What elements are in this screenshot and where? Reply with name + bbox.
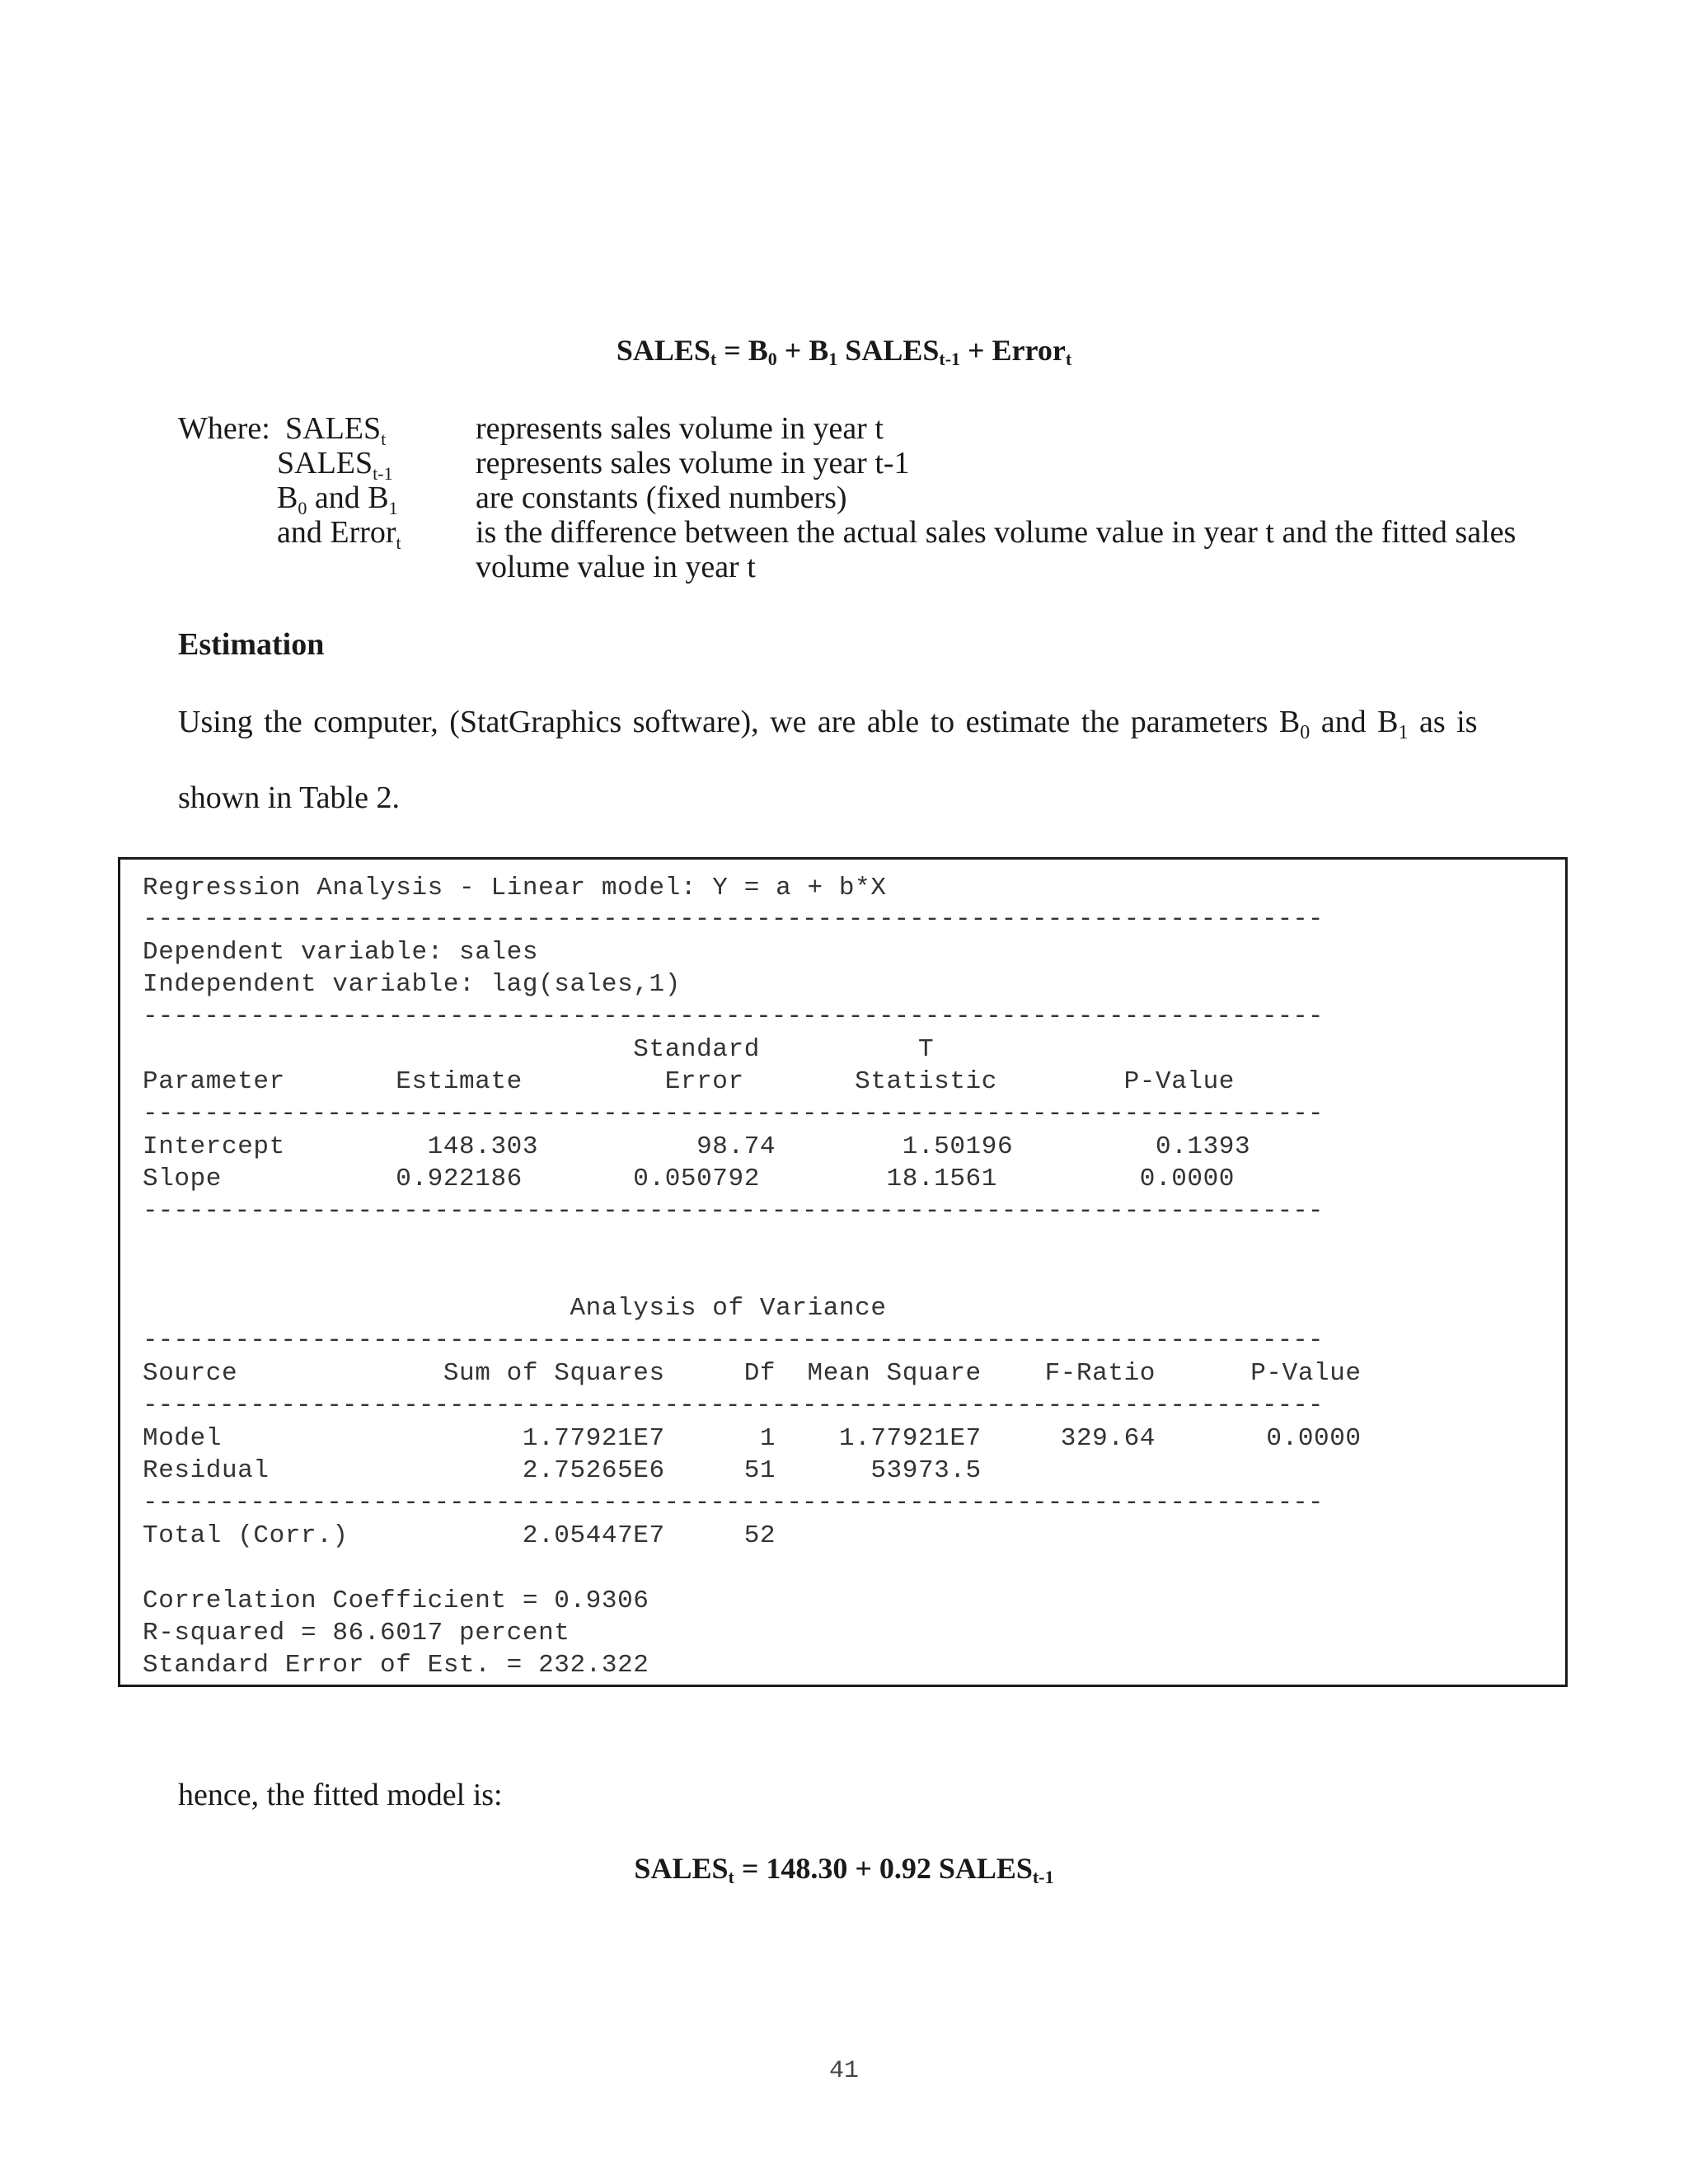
output-divider: -----------------------------------------------------------------------------	[143, 1002, 1324, 1031]
anova-title: Analysis of Variance	[143, 1294, 887, 1323]
def-term-sales-t-1: $SALES_{t-1}$	[277, 446, 393, 484]
coef-row-intercept: Intercept 148.303 98.74 1.50196 0.1393	[143, 1132, 1251, 1161]
estimation-paragraph-line2: shown in Table 2.	[178, 780, 400, 815]
output-divider: -----------------------------------------------------------------------------	[143, 1197, 1324, 1226]
coef-header-line2: Parameter Estimate Error Statistic P-Value	[143, 1067, 1236, 1096]
standard-error: Standard Error of Est. = 232.322	[143, 1651, 649, 1680]
def-desc-sales-t-1: represents sales volume in year t-1	[476, 446, 910, 480]
coef-header-line1: Standard T	[143, 1035, 935, 1064]
output-title: Regression Analysis - Linear model: Y = a + b*X	[143, 874, 887, 902]
def-term-b0-b1: $B_0$ and $B_1$	[277, 480, 398, 518]
output-divider: -----------------------------------------------------------------------------	[143, 1391, 1324, 1420]
where-label: Where:	[178, 411, 270, 446]
page-number: 41	[828, 2057, 859, 2085]
def-desc-sales-t: represents sales volume in year t	[476, 411, 884, 446]
fitted-model-equation: $SALES_t = 148.30 + 0.92$ $SALES_{t-1}$	[634, 1852, 1054, 1887]
coef-row-slope: Slope 0.922186 0.050792 18.1561 0.0000	[143, 1165, 1236, 1193]
output-divider: -----------------------------------------------------------------------------	[143, 1326, 1324, 1355]
estimation-paragraph-line1: Using the computer, (StatGraphics software), we are able to estimate the parameters $B_0$ and $B_1$ as is	[178, 705, 1478, 743]
def-term-error: and Error$_t$	[277, 515, 401, 553]
def-term-sales-t: $SALES_t$	[285, 411, 387, 449]
output-divider: -----------------------------------------------------------------------------	[143, 1488, 1324, 1517]
output-divider: -----------------------------------------------------------------------------	[143, 905, 1324, 934]
def-desc-error: is the difference between the actual sales volume value in year t and the fitted sales	[476, 515, 1517, 550]
independent-variable: Independent variable: lag(sales,1)	[143, 970, 681, 999]
correlation-coefficient: Correlation Coefficient = 0.9306	[143, 1586, 649, 1615]
anova-row-total: Total (Corr.) 2.05447E7 52	[143, 1521, 776, 1550]
estimation-heading: Estimation	[178, 627, 325, 662]
anova-header: Source Sum of Squares Df Mean Square F-Ratio P-Value	[143, 1359, 1362, 1388]
dependent-variable: Dependent variable: sales	[143, 938, 539, 967]
conclusion-text: hence, the fitted model is:	[178, 1778, 503, 1812]
anova-row-model: Model 1.77921E7 1 1.77921E7 329.64 0.0000	[143, 1424, 1362, 1453]
def-desc-b0-b1: are constants (fixed numbers)	[476, 480, 847, 515]
def-desc-error-cont: volume value in year t	[476, 550, 756, 584]
model-equation: $SALES_t = B_0 + B_1$ $SALES_{t-1}$ + Error$_t$	[616, 334, 1072, 369]
anova-row-residual: Residual 2.75265E6 51 53973.5	[143, 1456, 982, 1485]
r-squared: R-squared = 86.6017 percent	[143, 1619, 570, 1647]
output-divider: -----------------------------------------------------------------------------	[143, 1099, 1324, 1128]
